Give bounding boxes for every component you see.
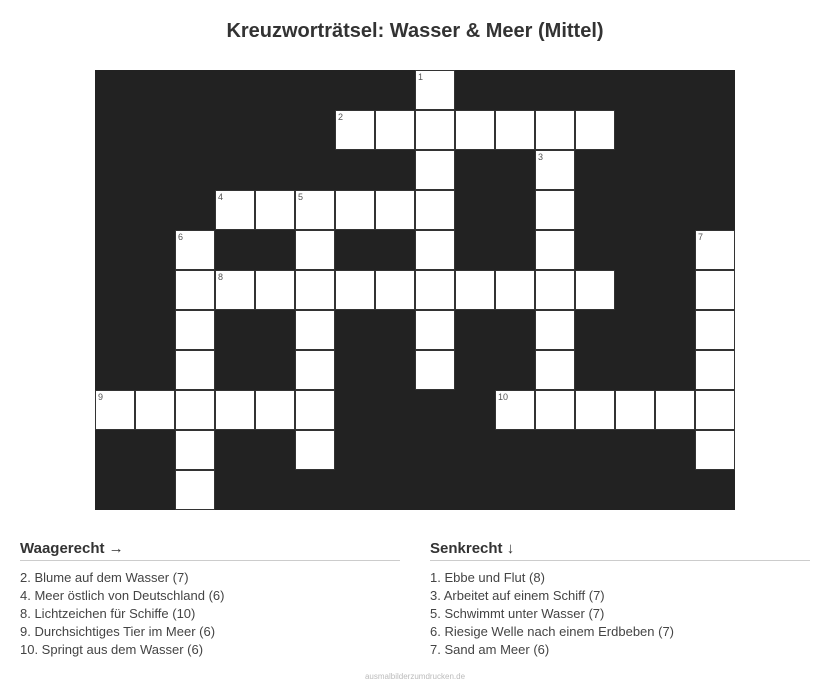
crossword-cell[interactable] xyxy=(655,390,695,430)
crossword-cell[interactable] xyxy=(255,190,295,230)
clue-number: 1 xyxy=(418,72,424,82)
crossword-cell[interactable] xyxy=(415,350,455,390)
crossword-cell[interactable] xyxy=(575,110,615,150)
crossword-cell[interactable] xyxy=(375,190,415,230)
crossword-cell[interactable] xyxy=(175,310,215,350)
crossword-cell[interactable] xyxy=(535,350,575,390)
down-clues-section xyxy=(430,540,810,659)
crossword-cell[interactable] xyxy=(295,230,335,270)
crossword-cell[interactable] xyxy=(535,150,575,190)
crossword-cell[interactable] xyxy=(255,270,295,310)
crossword-cell[interactable] xyxy=(175,270,215,310)
down-heading: Senkrecht ↓ xyxy=(430,540,810,561)
crossword-cell[interactable] xyxy=(495,390,535,430)
crossword-cell[interactable] xyxy=(215,190,255,230)
across-clue: 9. Durchsichtiges Tier im Meer (6) xyxy=(20,624,216,639)
crossword-cell[interactable] xyxy=(295,310,335,350)
across-clue: 10. Springt aus dem Wasser (6) xyxy=(20,642,204,657)
across-heading: Waagerecht → xyxy=(20,540,400,561)
crossword-cell[interactable] xyxy=(535,270,575,310)
crossword-cell[interactable] xyxy=(295,390,335,430)
crossword-cell[interactable] xyxy=(615,390,655,430)
crossword-cell[interactable] xyxy=(175,230,215,270)
down-clue: 5. Schwimmt unter Wasser (7) xyxy=(430,606,605,621)
clue-number: 10 xyxy=(498,392,509,402)
across-clue: 4. Meer östlich von Deutschland (6) xyxy=(20,588,225,603)
clue-number: 9 xyxy=(98,392,104,402)
clue-number: 7 xyxy=(698,232,704,242)
crossword-cell[interactable] xyxy=(335,270,375,310)
clue-number: 8 xyxy=(218,272,224,282)
down-clue: 1. Ebbe und Flut (8) xyxy=(430,570,545,585)
crossword-cell[interactable] xyxy=(415,310,455,350)
crossword-cell[interactable] xyxy=(415,150,455,190)
crossword-cell[interactable] xyxy=(695,270,735,310)
crossword-cell[interactable] xyxy=(415,230,455,270)
crossword-cell[interactable] xyxy=(415,190,455,230)
crossword-cell[interactable] xyxy=(335,110,375,150)
crossword-cell[interactable] xyxy=(575,270,615,310)
footer-credit: ausmalbilderzumdrucken.de xyxy=(364,672,466,681)
crossword-cell[interactable] xyxy=(135,390,175,430)
clue-number: 2 xyxy=(338,112,344,122)
across-clues-section xyxy=(20,540,400,659)
crossword-cell[interactable] xyxy=(695,310,735,350)
crossword-cell[interactable] xyxy=(695,430,735,470)
puzzle-title: Kreuzworträtsel: Wasser & Meer (Mittel) xyxy=(226,20,604,42)
down-clue-list xyxy=(430,569,810,659)
crossword-cell[interactable] xyxy=(295,270,335,310)
crossword-cell[interactable] xyxy=(535,230,575,270)
crossword-cell[interactable] xyxy=(535,310,575,350)
down-clue: 7. Sand am Meer (6) xyxy=(430,642,550,657)
crossword-cell[interactable] xyxy=(295,190,335,230)
crossword-cell[interactable] xyxy=(255,390,295,430)
crossword-cell[interactable] xyxy=(535,190,575,230)
crossword-cell[interactable] xyxy=(175,350,215,390)
crossword-cell[interactable] xyxy=(695,350,735,390)
crossword-cell[interactable] xyxy=(695,390,735,430)
crossword-cell[interactable] xyxy=(175,390,215,430)
crossword-cell[interactable] xyxy=(175,430,215,470)
crossword-cell[interactable] xyxy=(535,110,575,150)
crossword-cell[interactable] xyxy=(695,230,735,270)
clue-number: 4 xyxy=(218,192,224,202)
down-clue: 3. Arbeitet auf einem Schiff (7) xyxy=(430,588,605,603)
crossword-cell[interactable] xyxy=(295,350,335,390)
crossword-cell[interactable] xyxy=(375,270,415,310)
crossword-cell[interactable] xyxy=(455,110,495,150)
crossword-cell[interactable] xyxy=(295,430,335,470)
crossword-cell[interactable] xyxy=(175,470,215,510)
crossword-cell[interactable] xyxy=(415,110,455,150)
crossword-cell[interactable] xyxy=(95,390,135,430)
across-clue: 2. Blume auf dem Wasser (7) xyxy=(20,570,189,585)
crossword-grid xyxy=(95,70,735,510)
crossword-cell[interactable] xyxy=(575,390,615,430)
crossword-cell[interactable] xyxy=(455,270,495,310)
down-clue: 6. Riesige Welle nach einem Erdbeben (7) xyxy=(430,624,675,639)
crossword-cell[interactable] xyxy=(495,270,535,310)
crossword-cell[interactable] xyxy=(335,190,375,230)
crossword-cell[interactable] xyxy=(535,390,575,430)
clue-number: 5 xyxy=(298,192,304,202)
crossword-cell[interactable] xyxy=(215,270,255,310)
clue-number: 3 xyxy=(538,152,544,162)
crossword-cell[interactable] xyxy=(415,270,455,310)
across-clue: 8. Lichtzeichen für Schiffe (10) xyxy=(20,606,196,621)
crossword-cell[interactable] xyxy=(415,70,455,110)
crossword-cell[interactable] xyxy=(215,390,255,430)
crossword-cell[interactable] xyxy=(495,110,535,150)
across-clue-list xyxy=(20,569,400,659)
crossword-cell[interactable] xyxy=(375,110,415,150)
clue-number: 6 xyxy=(178,232,184,242)
